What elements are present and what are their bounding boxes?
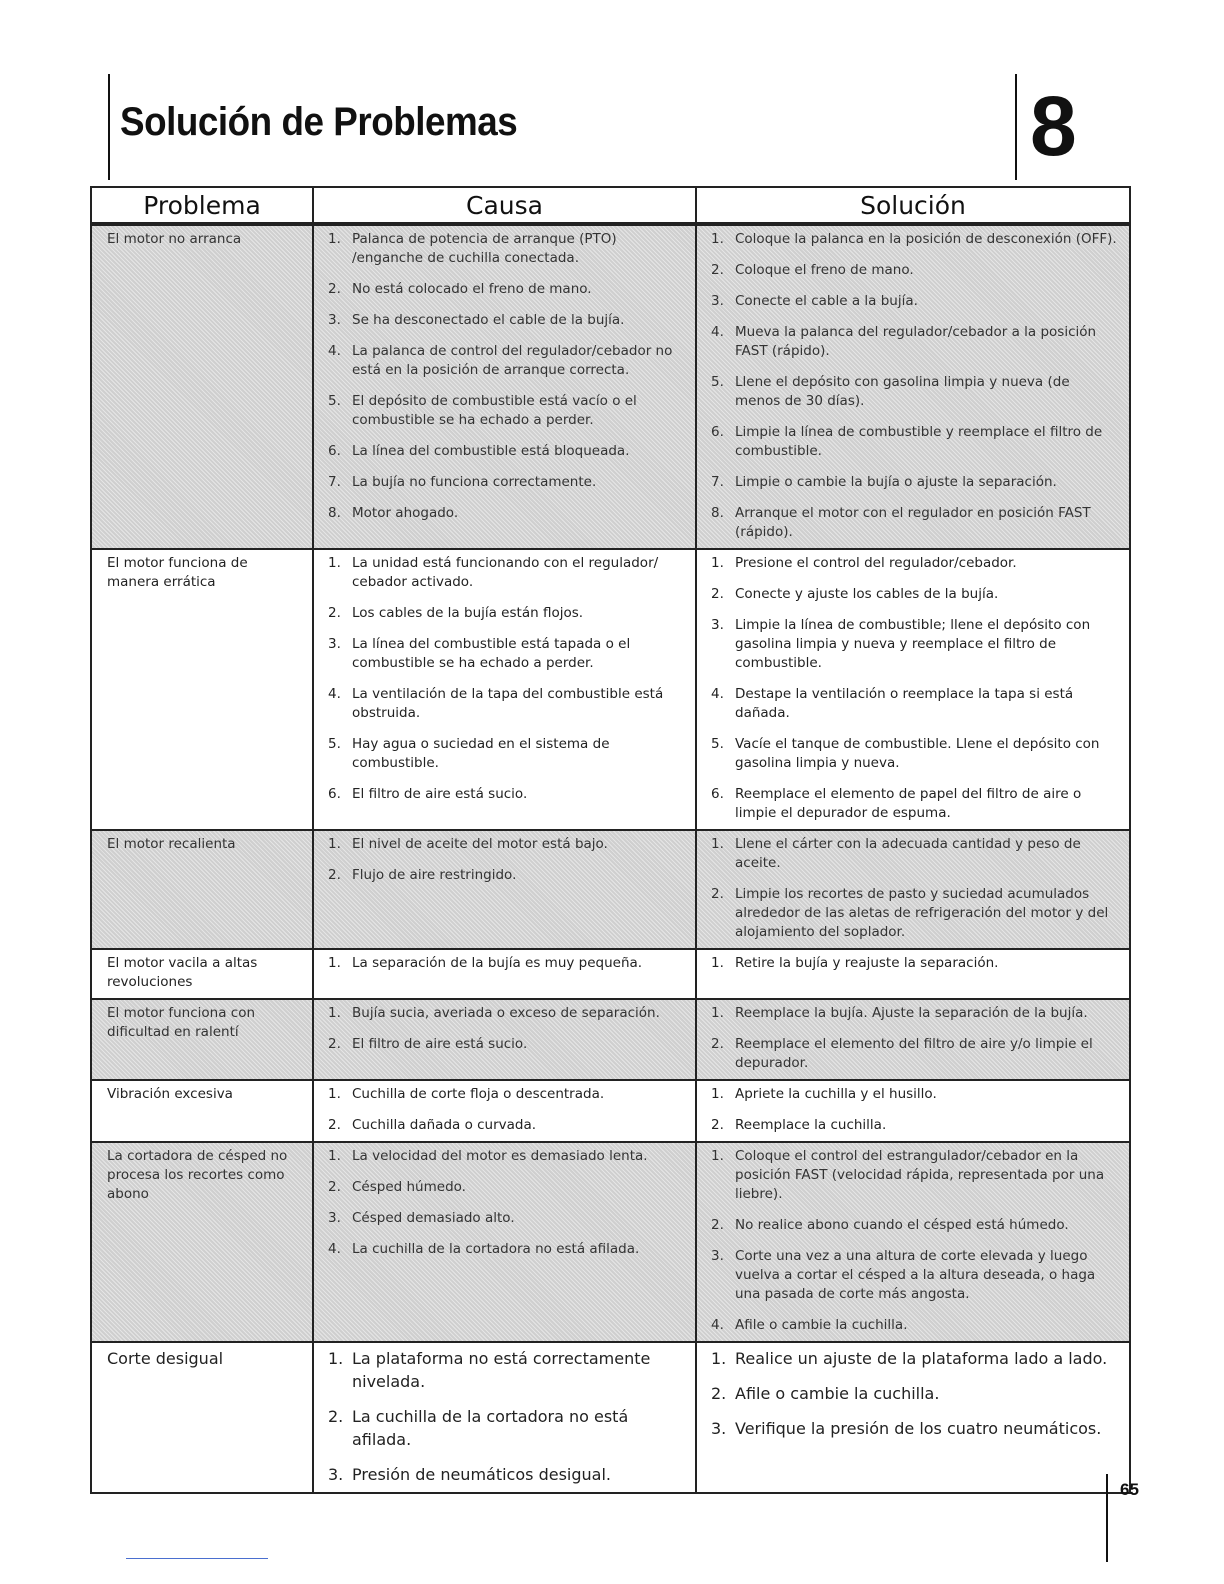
item-text: Limpie la línea de combustible; llene el depósito con gasolina limpia y nueva y reemplace el filtro de combustible.: [735, 617, 1091, 671]
title-left-rule: [108, 74, 110, 180]
item-number: 5.: [328, 736, 341, 752]
item-text: Llene el depósito con gasolina limpia y nueva (de menos de 30 días).: [735, 374, 1070, 409]
item-number: 3.: [328, 1465, 344, 1484]
item-number: 2.: [328, 1117, 341, 1133]
problem-cell: El motor funciona de manera errática: [91, 549, 313, 830]
item-number: 8.: [328, 505, 341, 521]
solution-item: [711, 685, 1119, 723]
solution-item: [711, 1417, 1119, 1440]
cause-item: [328, 392, 685, 430]
cause-item: [328, 230, 685, 268]
cause-item: [328, 554, 685, 592]
item-text: Reemplace el elemento de papel del filtro de aire o limpie el depurador de espuma.: [735, 786, 1082, 821]
solution-cell: [696, 949, 1130, 999]
item-number: 3.: [711, 617, 724, 633]
item-text: El depósito de combustible está vacío o el combustible se ha echado a perder.: [352, 393, 637, 428]
problem-cell: El motor recalienta: [91, 830, 313, 949]
item-number: 2.: [711, 1384, 727, 1403]
solution-item: [711, 504, 1119, 542]
solution-item: [711, 373, 1119, 411]
item-text: Afile o cambie la cuchilla.: [735, 1317, 908, 1333]
problem-cell: Vibración excesiva: [91, 1080, 313, 1142]
solution-item: [711, 735, 1119, 773]
item-text: Coloque el freno de mano.: [735, 262, 914, 278]
item-text: Limpie la línea de combustible y reemplace el filtro de combustible.: [735, 424, 1103, 459]
table-row: [91, 830, 1130, 949]
column-header-problem: Problema: [91, 187, 313, 223]
item-text: Retire la bujía y reajuste la separación.: [735, 955, 999, 971]
page-number-rule: [1106, 1474, 1108, 1562]
solution-item: [711, 1216, 1119, 1235]
solution-cell: [696, 999, 1130, 1080]
cause-item: [328, 1240, 685, 1259]
solution-item: [711, 1085, 1119, 1104]
item-number: 7.: [328, 474, 341, 490]
item-text: Motor ahogado.: [352, 505, 459, 521]
item-number: 1.: [711, 231, 724, 247]
item-text: El filtro de aire está sucio.: [352, 1036, 528, 1052]
chapter-number: 8: [1030, 79, 1077, 173]
item-text: Conecte y ajuste los cables de la bujía.: [735, 586, 999, 602]
item-number: 2.: [711, 1217, 724, 1233]
table-row: [91, 549, 1130, 830]
item-number: 1.: [328, 1148, 341, 1164]
cause-item: [328, 685, 685, 723]
cause-cell: [313, 225, 696, 549]
item-text: Afile o cambie la cuchilla.: [735, 1384, 940, 1403]
table-header-row: [91, 187, 1130, 223]
cause-item: [328, 1178, 685, 1197]
item-number: 2.: [328, 281, 341, 297]
solution-item: [711, 785, 1119, 823]
item-text: El nivel de aceite del motor está bajo.: [352, 836, 608, 852]
item-text: La plataforma no está correctamente nivelada.: [352, 1349, 651, 1391]
table-row: [91, 225, 1130, 549]
cause-item: [328, 280, 685, 299]
solution-item: [711, 292, 1119, 311]
solution-item: [711, 1035, 1119, 1073]
item-number: 4.: [328, 1241, 341, 1257]
table-row: [91, 949, 1130, 999]
problem-cell: La cortadora de césped no procesa los recortes como abono: [91, 1142, 313, 1342]
cause-cell: [313, 830, 696, 949]
item-text: Reemplace el elemento del filtro de aire y/o limpie el depurador.: [735, 1036, 1093, 1071]
item-text: Destape la ventilación o reemplace la tapa si está dañada.: [735, 686, 1074, 721]
item-text: Limpie o cambie la bujía o ajuste la separación.: [735, 474, 1057, 490]
item-text: Mueva la palanca del regulador/cebador a la posición FAST (rápido).: [735, 324, 1097, 359]
item-number: 5.: [711, 736, 724, 752]
solution-item: [711, 585, 1119, 604]
solution-item: [711, 323, 1119, 361]
item-text: Coloque el control del estrangulador/cebador en la posición FAST (velocidad rápida, representada por una liebre).: [735, 1148, 1105, 1202]
item-text: Hay agua o suciedad en el sistema de combustible.: [352, 736, 610, 771]
item-number: 3.: [711, 1248, 724, 1264]
solution-item: [711, 835, 1119, 873]
item-number: 1.: [711, 955, 724, 971]
solution-item: [711, 473, 1119, 492]
cause-item: [328, 1405, 685, 1451]
page-number: 65: [1120, 1480, 1139, 1499]
item-number: 2.: [711, 886, 724, 902]
item-text: Llene el cárter con la adecuada cantidad y peso de aceite.: [735, 836, 1081, 871]
problem-cell: El motor funciona con dificultad en ralentí: [91, 999, 313, 1080]
solution-item: [711, 1347, 1119, 1370]
item-number: 1.: [328, 836, 341, 852]
cause-item: [328, 1035, 685, 1054]
item-text: La unidad está funcionando con el regulador/ cebador activado.: [352, 555, 659, 590]
solution-item: [711, 1316, 1119, 1335]
cause-item: [328, 835, 685, 854]
item-text: La cuchilla de la cortadora no está afilada.: [352, 1407, 629, 1449]
item-text: Cuchilla dañada o curvada.: [352, 1117, 537, 1133]
item-text: Bujía sucia, averiada o exceso de separación.: [352, 1005, 660, 1021]
item-number: 4.: [711, 324, 724, 340]
solution-cell: [696, 1080, 1130, 1142]
item-number: 2.: [711, 586, 724, 602]
table-body: [91, 225, 1130, 1493]
solution-cell: [696, 830, 1130, 949]
cause-cell: [313, 1080, 696, 1142]
cause-cell: [313, 999, 696, 1080]
item-number: 1.: [711, 836, 724, 852]
solution-cell: [696, 1342, 1130, 1493]
item-text: La línea del combustible está tapada o el combustible se ha echado a perder.: [352, 636, 631, 671]
cause-item: [328, 504, 685, 523]
item-text: Arranque el motor con el regulador en posición FAST (rápido).: [735, 505, 1091, 540]
item-text: Conecte el cable a la bujía.: [735, 293, 918, 309]
solution-cell: [696, 1142, 1130, 1342]
item-text: Césped demasiado alto.: [352, 1210, 515, 1226]
item-number: 3.: [711, 293, 724, 309]
footer-link-line: [126, 1558, 268, 1559]
item-text: La ventilación de la tapa del combustible está obstruida.: [352, 686, 664, 721]
item-number: 6.: [328, 443, 341, 459]
item-number: 5.: [711, 374, 724, 390]
item-number: 1.: [328, 555, 341, 571]
problem-cell: El motor no arranca: [91, 225, 313, 549]
item-text: Palanca de potencia de arranque (PTO) /enganche de cuchilla conectada.: [352, 231, 617, 266]
item-number: 7.: [711, 474, 724, 490]
item-text: La velocidad del motor es demasiado lenta.: [352, 1148, 648, 1164]
item-text: No realice abono cuando el césped está húmedo.: [735, 1217, 1069, 1233]
item-text: Limpie los recortes de pasto y suciedad acumulados alrededor de las aletas de refrigeración del motor y del alojamiento del soplador.: [735, 886, 1109, 940]
cause-item: [328, 1004, 685, 1023]
item-number: 8.: [711, 505, 724, 521]
item-text: La bujía no funciona correctamente.: [352, 474, 597, 490]
cause-cell: [313, 549, 696, 830]
table-row: [91, 1080, 1130, 1142]
item-number: 6.: [711, 786, 724, 802]
solution-item: [711, 1382, 1119, 1405]
item-number: 1.: [328, 1349, 344, 1368]
cause-item: [328, 1116, 685, 1135]
table-row: [91, 1142, 1130, 1342]
solution-item: [711, 616, 1119, 673]
item-text: Presione el control del regulador/cebador.: [735, 555, 1017, 571]
solution-item: [711, 261, 1119, 280]
solution-item: [711, 554, 1119, 573]
cause-item: [328, 1209, 685, 1228]
solution-item: [711, 885, 1119, 942]
cause-item: [328, 735, 685, 773]
chapter-rule: [1015, 74, 1017, 180]
item-number: 4.: [711, 1317, 724, 1333]
cause-item: [328, 342, 685, 380]
item-number: 6.: [711, 424, 724, 440]
item-number: 1.: [328, 1005, 341, 1021]
item-number: 3.: [711, 1419, 727, 1438]
item-number: 3.: [328, 1210, 341, 1226]
item-text: No está colocado el freno de mano.: [352, 281, 592, 297]
item-number: 2.: [328, 605, 341, 621]
item-number: 2.: [328, 1179, 341, 1195]
cause-item: [328, 1147, 685, 1166]
cause-item: [328, 1347, 685, 1393]
item-text: Reemplace la cuchilla.: [735, 1117, 887, 1133]
item-text: Realice un ajuste de la plataforma lado a lado.: [735, 1349, 1108, 1368]
solution-cell: [696, 549, 1130, 830]
item-text: La palanca de control del regulador/cebador no está en la posición de arranque correcta.: [352, 343, 673, 378]
cause-cell: [313, 1142, 696, 1342]
solution-item: [711, 423, 1119, 461]
item-text: Se ha desconectado el cable de la bujía.: [352, 312, 625, 328]
item-number: 1.: [328, 955, 341, 971]
item-number: 1.: [711, 1148, 724, 1164]
solution-item: [711, 1147, 1119, 1204]
item-number: 2.: [328, 1407, 344, 1426]
solution-item: [711, 230, 1119, 249]
troubleshooting-table: [90, 186, 1131, 1494]
column-header-solution: Solución: [696, 187, 1130, 223]
item-text: Césped húmedo.: [352, 1179, 466, 1195]
item-number: 4.: [328, 343, 341, 359]
solution-item: [711, 1116, 1119, 1135]
item-number: 5.: [328, 393, 341, 409]
item-text: La línea del combustible está bloqueada.: [352, 443, 630, 459]
item-number: 2.: [328, 1036, 341, 1052]
cause-item: [328, 311, 685, 330]
cause-item: [328, 954, 685, 973]
item-text: Coloque la palanca en la posición de desconexión (OFF).: [735, 231, 1117, 247]
item-number: 6.: [328, 786, 341, 802]
item-number: 1.: [328, 231, 341, 247]
cause-item: [328, 785, 685, 804]
solution-item: [711, 1247, 1119, 1304]
item-number: 2.: [711, 1117, 724, 1133]
cause-item: [328, 473, 685, 492]
item-text: Apriete la cuchilla y el husillo.: [735, 1086, 937, 1102]
item-text: Flujo de aire restringido.: [352, 867, 517, 883]
item-number: 1.: [711, 1349, 727, 1368]
item-number: 4.: [328, 686, 341, 702]
solution-item: [711, 954, 1119, 973]
page-title: Solución de Problemas: [120, 100, 518, 144]
item-number: 2.: [711, 1036, 724, 1052]
cause-cell: [313, 1342, 696, 1493]
item-text: Corte una vez a una altura de corte elevada y luego vuelva a cortar el césped a la altura deseada, o haga una pasada de corte más angosta.: [735, 1248, 1096, 1302]
item-number: 2.: [328, 867, 341, 883]
item-number: 4.: [711, 686, 724, 702]
problem-cell: Corte desigual: [91, 1342, 313, 1493]
item-number: 3.: [328, 636, 341, 652]
cause-item: [328, 1085, 685, 1104]
cause-item: [328, 442, 685, 461]
cause-cell: [313, 949, 696, 999]
table-row: [91, 1342, 1130, 1493]
item-text: Los cables de la bujía están flojos.: [352, 605, 584, 621]
cause-item: [328, 604, 685, 623]
column-header-cause: Causa: [313, 187, 696, 223]
solution-cell: [696, 225, 1130, 549]
item-number: 3.: [328, 312, 341, 328]
item-text: Presión de neumáticos desigual.: [352, 1465, 611, 1484]
item-number: 1.: [711, 1086, 724, 1102]
item-number: 2.: [711, 262, 724, 278]
problem-cell: El motor vacila a altas revoluciones: [91, 949, 313, 999]
item-number: 1.: [328, 1086, 341, 1102]
item-text: Cuchilla de corte floja o descentrada.: [352, 1086, 605, 1102]
cause-item: [328, 635, 685, 673]
table-row: [91, 999, 1130, 1080]
solution-item: [711, 1004, 1119, 1023]
item-text: La cuchilla de la cortadora no está afilada.: [352, 1241, 640, 1257]
item-number: 1.: [711, 1005, 724, 1021]
item-text: Verifique la presión de los cuatro neumáticos.: [735, 1419, 1102, 1438]
item-text: Reemplace la bujía. Ajuste la separación de la bujía.: [735, 1005, 1088, 1021]
cause-item: [328, 1463, 685, 1486]
item-number: 1.: [711, 555, 724, 571]
cause-item: [328, 866, 685, 885]
item-text: El filtro de aire está sucio.: [352, 786, 528, 802]
item-text: La separación de la bujía es muy pequeña.: [352, 955, 643, 971]
item-text: Vacíe el tanque de combustible. Llene el depósito con gasolina limpia y nueva.: [735, 736, 1100, 771]
